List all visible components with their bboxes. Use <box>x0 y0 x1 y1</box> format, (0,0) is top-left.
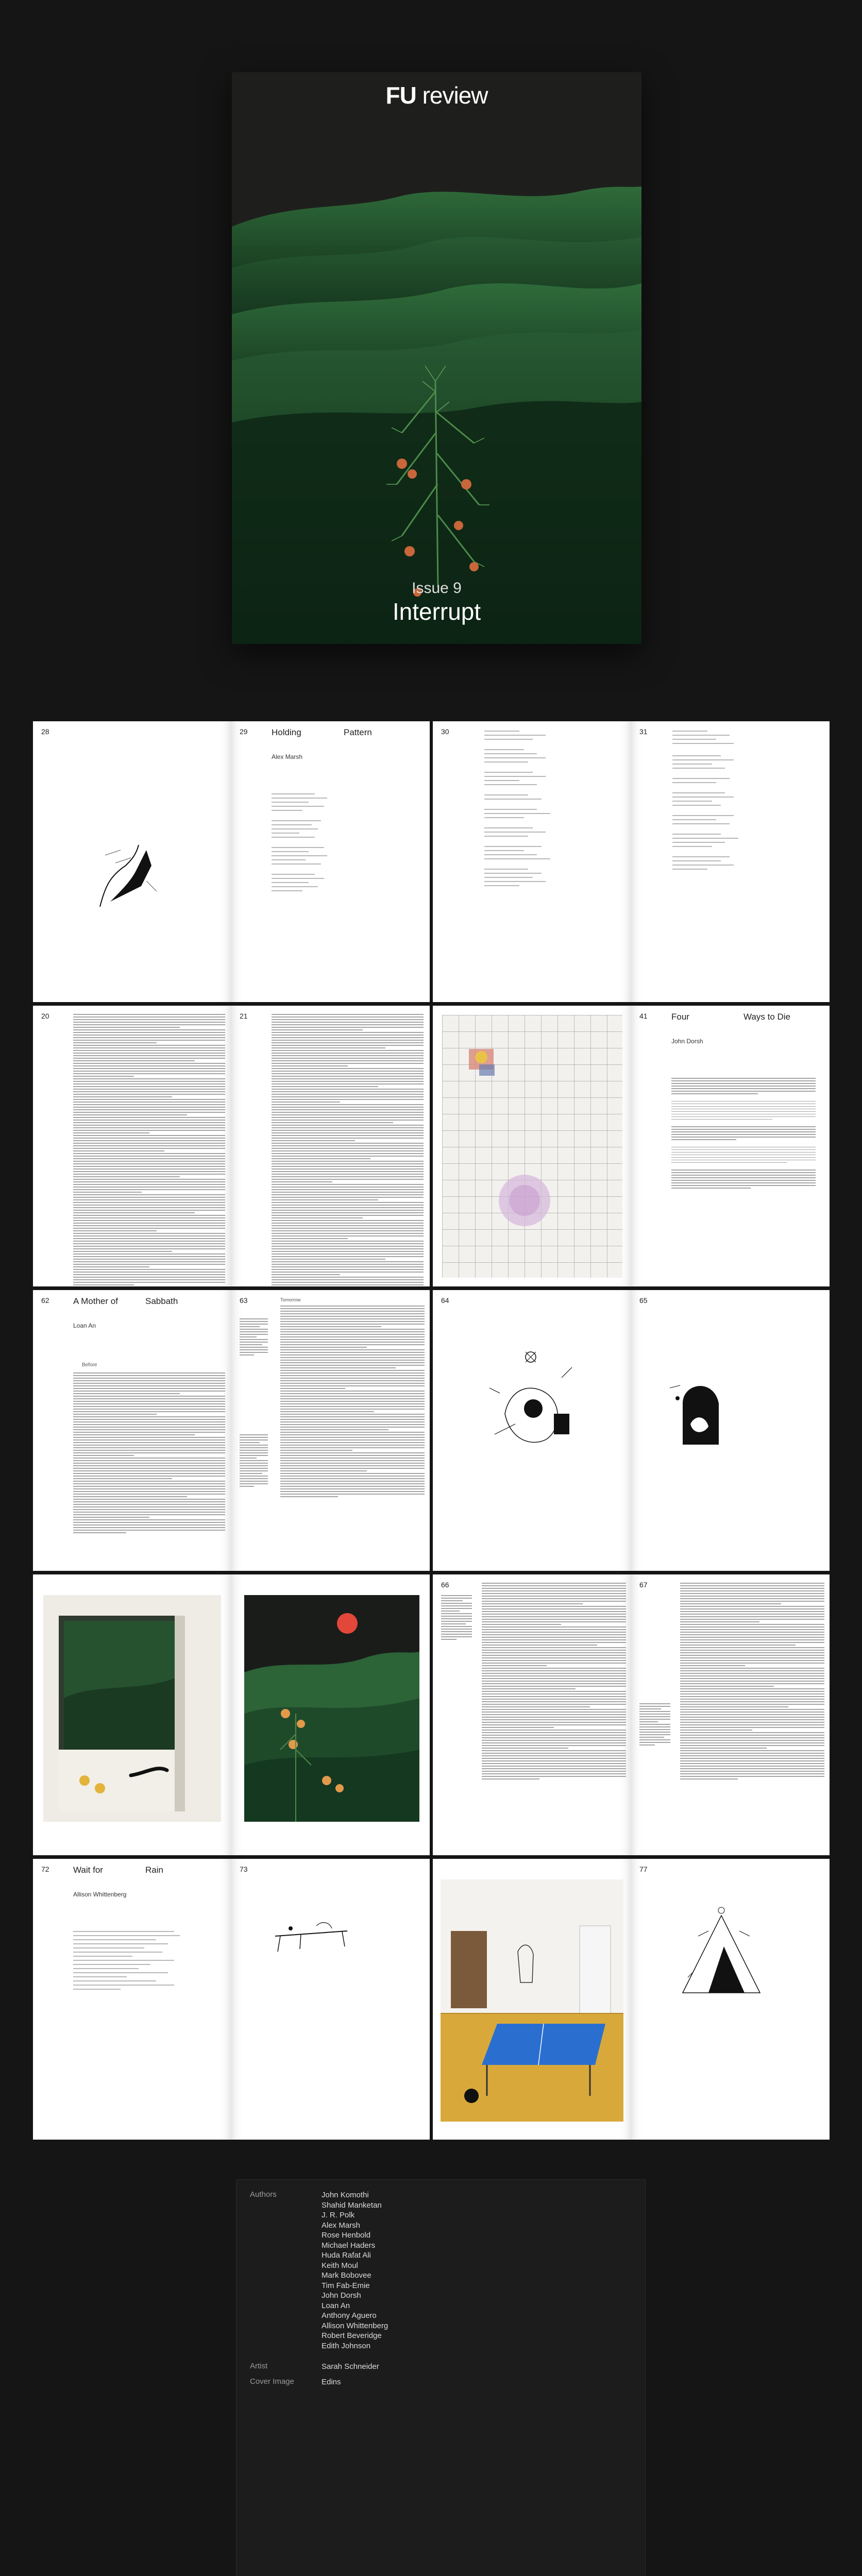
page-62 <box>33 1290 231 1571</box>
author-name: Keith Moul <box>322 2261 358 2270</box>
logo-review: review <box>422 82 488 109</box>
page-number: 62 <box>41 1296 49 1304</box>
page-64 <box>433 1290 631 1571</box>
prose-text <box>272 1014 424 1286</box>
ink-sketch-illustration <box>90 835 162 912</box>
page-77 <box>631 1859 830 2140</box>
story-title: A Mother of <box>73 1296 118 1306</box>
story-title-2: Ways to Die <box>743 1012 791 1022</box>
page-number: 73 <box>240 1865 248 1873</box>
spread-76-77 <box>433 1859 830 2140</box>
page-66 <box>433 1574 631 1855</box>
prose-text <box>73 1372 225 1535</box>
author-name: Huda Rafat Ali <box>322 2251 371 2260</box>
page-number: 77 <box>639 1865 648 1873</box>
story-author: John Dorsh <box>671 1038 703 1045</box>
spread-40-41 <box>433 1006 830 1286</box>
poem-text <box>73 1931 192 1993</box>
side-note-text <box>441 1595 472 1641</box>
spread-62-63 <box>33 1290 430 1571</box>
author-name: J. R. Polk <box>322 2211 355 2219</box>
author-name: John Komothi <box>322 2191 369 2199</box>
ink-mountain-illustration <box>678 1900 765 1998</box>
poem-title-2: Rain <box>145 1865 163 1875</box>
prose-text <box>280 1306 425 1499</box>
page-29 <box>231 721 430 1002</box>
page-number: 28 <box>41 727 49 736</box>
page-number: 21 <box>240 1012 248 1020</box>
cover-issue: Issue 9 <box>412 580 462 597</box>
page-number: 41 <box>639 1012 648 1020</box>
poem-title-2: Pattern <box>344 727 372 737</box>
page-number: 31 <box>639 727 648 736</box>
page-room-photo <box>433 1859 631 2140</box>
author-name: Michael Haders <box>322 2241 376 2250</box>
spread-20-21 <box>33 1006 430 1286</box>
magazine-cover <box>232 72 641 644</box>
story-title-2: Sabbath <box>145 1296 178 1306</box>
spread-artwork <box>33 1574 430 1855</box>
section-heading: Before <box>82 1362 97 1368</box>
page-painting-left <box>33 1574 231 1855</box>
authors-list <box>322 2190 388 2351</box>
page-67 <box>631 1574 830 1855</box>
side-note-text <box>240 1318 268 1357</box>
artist-name: Sarah Schneider <box>322 2362 379 2371</box>
page-grid-artwork <box>433 1006 631 1286</box>
page-number: 67 <box>639 1581 648 1589</box>
authors-label: Authors <box>250 2190 277 2199</box>
page-number: 65 <box>639 1296 648 1304</box>
artist-label: Artist <box>250 2362 268 2370</box>
spread-64-65 <box>433 1290 830 1571</box>
ink-bench-illustration <box>270 1916 352 1957</box>
author-name: Shahid Manketan <box>322 2200 382 2210</box>
page-number: 30 <box>441 727 449 736</box>
page-number: 72 <box>41 1865 49 1873</box>
cover-image-value: Edins <box>322 2378 341 2386</box>
cover-title: Interrupt <box>392 598 481 625</box>
author-name: Tim Fab-Emie <box>322 2281 370 2290</box>
poem-title: Holding <box>272 727 301 737</box>
page-65 <box>631 1290 830 1571</box>
author-name: John Dorsh <box>322 2291 361 2300</box>
spread-72-73 <box>33 1859 430 2140</box>
page-21 <box>231 1006 430 1286</box>
author-name: Alex Marsh <box>322 2221 361 2230</box>
spread-30-31 <box>433 721 830 1002</box>
cover-logo <box>232 81 641 109</box>
prose-text <box>680 1583 824 1781</box>
side-note-text <box>240 1434 268 1488</box>
page-31 <box>631 721 830 1002</box>
poem-title: Wait for <box>73 1865 103 1875</box>
prose-text <box>73 1014 225 1286</box>
page-30 <box>433 721 631 1002</box>
author-name: Anthony Aguero <box>322 2311 377 2320</box>
logo-fu: FU <box>385 82 416 109</box>
page-painting-right <box>231 1574 430 1855</box>
author-name: Allison Whittenberg <box>322 2321 388 2330</box>
poem-text <box>484 731 572 889</box>
grid-painting <box>442 1015 622 1278</box>
colophon-page <box>236 2179 646 2576</box>
story-author: Loan An <box>73 1322 96 1329</box>
author-name: Robert Beveridge <box>322 2331 382 2340</box>
author-name: Loan An <box>322 2301 350 2310</box>
author-name: Mark Bobovee <box>322 2271 371 2280</box>
spread-28-29 <box>33 721 430 1002</box>
page-20 <box>33 1006 231 1286</box>
page-number: 64 <box>441 1296 449 1304</box>
page-number: 66 <box>441 1581 449 1589</box>
author-name: Rose Henbold <box>322 2231 371 2240</box>
page-41 <box>631 1006 830 1286</box>
hills-painting <box>244 1595 419 1822</box>
poem-text <box>272 793 333 894</box>
page-number: 63 <box>240 1296 248 1304</box>
ink-figure-illustration <box>484 1347 577 1450</box>
poem-author: Allison Whittenberg <box>73 1891 127 1898</box>
poem-author: Alex Marsh <box>272 753 303 760</box>
poem-text <box>672 731 760 873</box>
page-number: 20 <box>41 1012 49 1020</box>
page-72 <box>33 1859 231 2140</box>
spread-66-67 <box>433 1574 830 1855</box>
prose-text <box>482 1583 626 1781</box>
story-title: Four <box>671 1012 689 1022</box>
page-73 <box>231 1859 430 2140</box>
page-28 <box>33 721 231 1002</box>
page-number: 29 <box>240 727 248 736</box>
author-name: Edith Johnson <box>322 2341 371 2350</box>
cover-image-label: Cover Image <box>250 2377 294 2386</box>
page-63 <box>231 1290 430 1571</box>
side-note-text <box>639 1703 670 1747</box>
section-heading: Tomorrow <box>280 1297 301 1302</box>
cover-illustration <box>232 72 641 644</box>
room-table-painting <box>441 1879 623 2122</box>
prose-text <box>671 1078 816 1190</box>
window-painting <box>43 1595 221 1822</box>
ink-arch-illustration <box>667 1367 724 1445</box>
